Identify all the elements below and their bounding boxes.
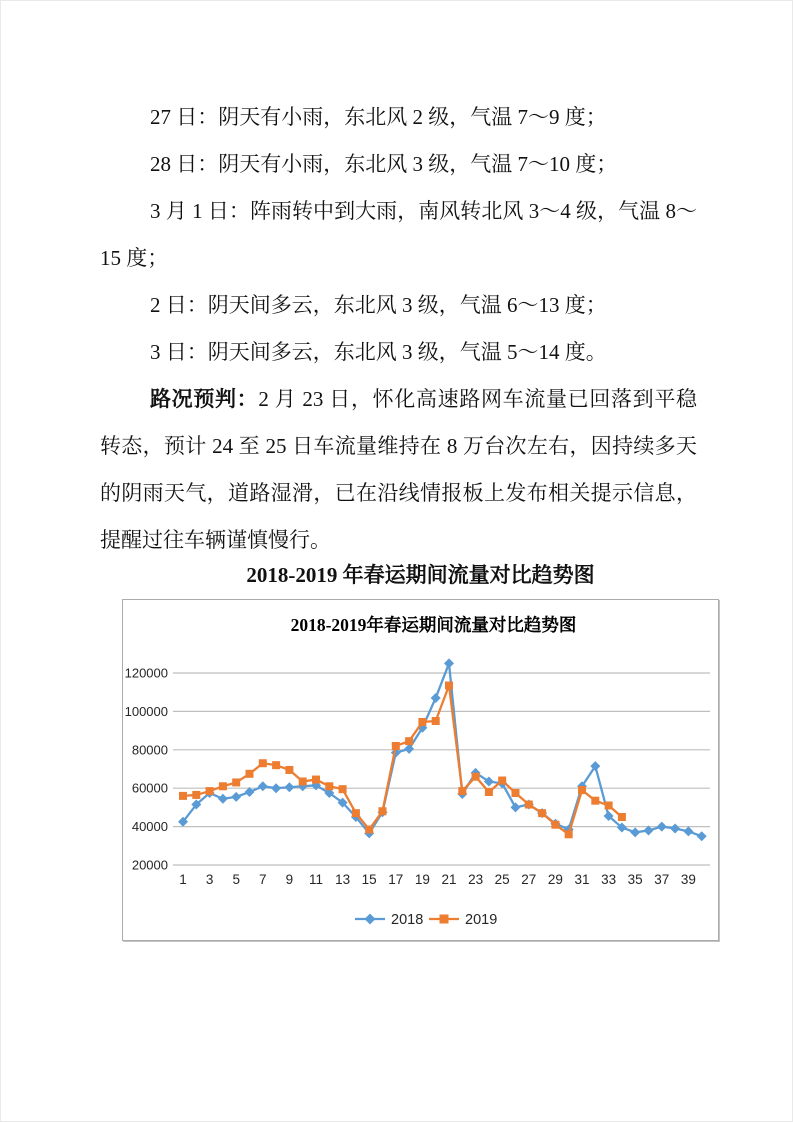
paragraph xyxy=(100,329,697,376)
paragraph-run: 2 日：阴天间多云，东北风 3 级，气温 6～13 度； xyxy=(150,293,607,317)
x-tick-label: 21 xyxy=(441,872,457,887)
paragraph-run-bold: 路况预判： xyxy=(150,387,259,411)
diamond-marker xyxy=(630,827,640,837)
x-tick-label: 13 xyxy=(335,872,351,887)
square-marker xyxy=(485,788,493,796)
square-marker xyxy=(498,777,506,785)
y-tick-label: 20000 xyxy=(131,857,168,873)
square-marker xyxy=(192,791,200,799)
square-marker xyxy=(206,787,214,795)
figure-caption: 2018-2019 年春运期间流量对比趋势图 xyxy=(246,563,595,587)
square-marker xyxy=(259,759,267,767)
diamond-marker xyxy=(511,802,521,812)
square-marker xyxy=(458,787,466,795)
series-2019 xyxy=(179,681,626,838)
square-marker xyxy=(232,778,240,786)
x-tick-label: 11 xyxy=(308,872,324,887)
square-marker xyxy=(578,786,586,794)
square-marker xyxy=(472,773,480,781)
x-tick-label: 1 xyxy=(179,872,187,887)
legend xyxy=(355,912,497,928)
x-tick-label: 37 xyxy=(654,872,670,887)
square-marker xyxy=(325,782,333,790)
y-tick-label: 120000 xyxy=(124,665,168,681)
series-line xyxy=(183,685,622,834)
square-marker xyxy=(246,770,254,778)
legend-label: 2018 xyxy=(391,912,424,928)
paragraph-run: 2 月 23 日，怀化高速路网车流量已回落到平稳转态，预计 24 至 25 日车流量维持在 8 万台次左右，因持续多天的阴雨天气，道路湿滑，已在沿线情报板上发布相关提示信息，提醒过往车辆谨慎慢行。 xyxy=(100,387,698,552)
diamond-marker xyxy=(683,826,693,836)
x-tick-label: 17 xyxy=(388,872,404,887)
diamond-marker xyxy=(284,782,294,792)
diamond-marker xyxy=(271,783,281,793)
paragraph xyxy=(100,94,697,141)
square-marker xyxy=(312,776,320,784)
y-tick-label: 80000 xyxy=(131,742,168,758)
diamond-marker xyxy=(218,794,228,804)
square-marker xyxy=(605,801,613,809)
diamond-marker xyxy=(258,781,268,791)
x-tick-label: 39 xyxy=(680,872,696,887)
square-marker xyxy=(432,717,440,725)
chart-container xyxy=(122,599,719,941)
square-marker xyxy=(219,782,227,790)
diamond-marker xyxy=(657,822,667,832)
diamond-marker xyxy=(670,824,680,834)
square-marker xyxy=(272,761,280,769)
square-marker xyxy=(365,825,373,833)
paragraph xyxy=(100,376,697,564)
legend-label: 2019 xyxy=(465,912,498,928)
x-tick-label: 5 xyxy=(232,872,240,887)
square-marker xyxy=(440,915,449,924)
square-marker xyxy=(285,766,293,774)
trend-chart-svg xyxy=(123,600,718,940)
diamond-marker xyxy=(697,831,707,841)
square-marker xyxy=(551,821,559,829)
square-marker xyxy=(179,792,187,800)
x-tick-label: 25 xyxy=(494,872,510,887)
square-marker xyxy=(379,807,387,815)
paragraph-run: 28 日：阴天有小雨，东北风 3 级，气温 7～10 度； xyxy=(150,152,618,176)
x-tick-label: 29 xyxy=(547,872,563,887)
y-tick-label: 100000 xyxy=(124,703,168,719)
square-marker xyxy=(299,777,307,785)
paragraph-run: 3 日：阴天间多云，东北风 3 级，气温 5～14 度。 xyxy=(150,340,607,364)
x-tick-label: 9 xyxy=(285,872,294,887)
paragraph-run: 27 日：阴天有小雨，东北风 2 级，气温 7～9 度； xyxy=(150,105,607,129)
chart-title: 2018-2019年春运期间流量对比趋势图 xyxy=(290,615,577,635)
square-marker xyxy=(565,830,573,838)
x-tick-label: 27 xyxy=(521,872,537,887)
square-marker xyxy=(538,809,546,817)
square-marker xyxy=(591,797,599,805)
y-tick-label: 40000 xyxy=(131,819,168,835)
diamond-marker xyxy=(444,658,454,668)
square-marker xyxy=(405,737,413,745)
x-tick-label: 3 xyxy=(205,872,214,887)
paragraph-run: 3 月 1 日：阵雨转中到大雨，南风转北风 3～4 级，气温 8～15 度； xyxy=(100,199,697,270)
paragraph xyxy=(100,188,697,282)
x-tick-label: 35 xyxy=(627,872,643,887)
gridlines xyxy=(173,673,710,865)
x-tick-label: 31 xyxy=(574,872,590,887)
x-tick-label: 33 xyxy=(601,872,617,887)
square-marker xyxy=(392,742,400,750)
x-tick-label: 23 xyxy=(468,872,484,887)
diamond-marker xyxy=(365,914,376,925)
square-marker xyxy=(618,813,626,821)
x-axis-labels xyxy=(179,872,696,887)
x-tick-label: 15 xyxy=(361,872,377,887)
paragraph xyxy=(100,282,697,329)
body-text xyxy=(100,94,697,564)
diamond-marker xyxy=(431,693,441,703)
y-tick-label: 60000 xyxy=(131,780,168,796)
x-tick-label: 7 xyxy=(259,872,267,887)
x-tick-label: 19 xyxy=(414,872,430,887)
square-marker xyxy=(445,681,453,689)
diamond-marker xyxy=(231,792,241,802)
y-axis-labels xyxy=(125,666,168,873)
square-marker xyxy=(339,785,347,793)
paragraph xyxy=(100,141,697,188)
square-marker xyxy=(512,789,520,797)
square-marker xyxy=(525,801,533,809)
square-marker xyxy=(352,809,360,817)
square-marker xyxy=(418,718,426,726)
